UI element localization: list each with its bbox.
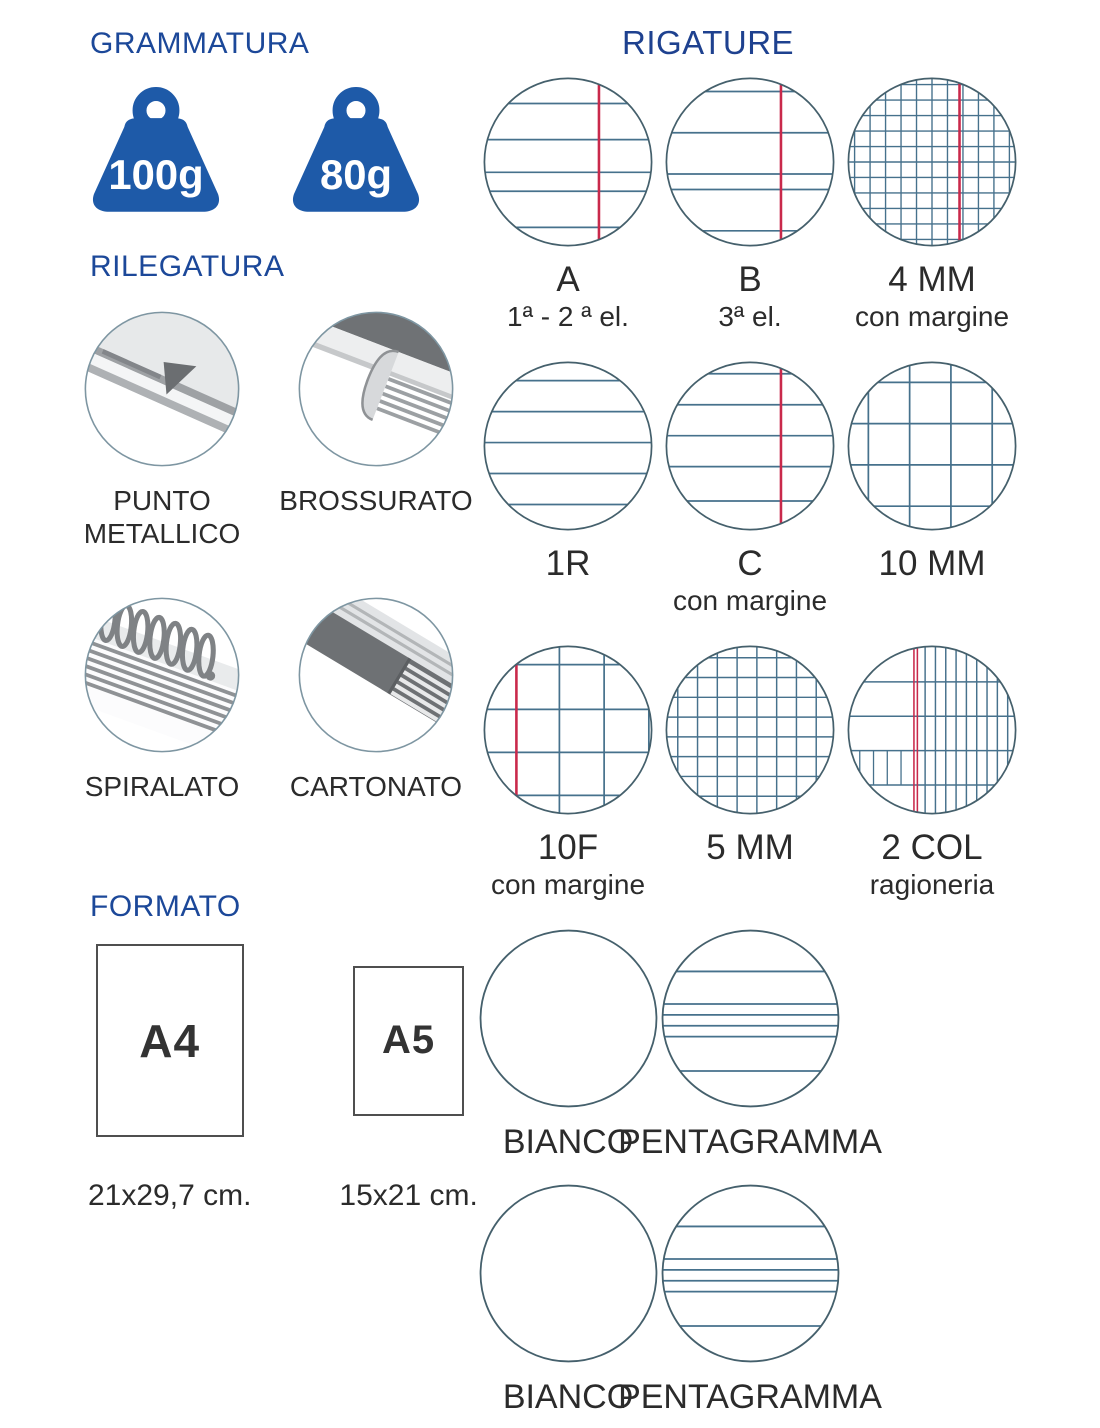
ruling-sublabel: ragioneria	[869, 869, 995, 900]
rigature-item	[618, 1183, 882, 1417]
ruling-sublabel: con margine	[672, 585, 828, 616]
ruling-circle-icon	[482, 644, 654, 816]
bindings-grid	[62, 310, 474, 803]
format-box-wrap	[353, 942, 464, 1139]
binding-label: PUNTO METALLICO	[83, 485, 241, 550]
ruling-label: BIANCO	[502, 1123, 634, 1161]
ruling-circle-icon	[846, 644, 1018, 816]
rigature-row	[477, 928, 882, 1162]
rigature-item	[477, 644, 659, 901]
ruling-label: 10 MM	[878, 544, 986, 583]
binding-label: SPIRALATO	[84, 771, 240, 803]
ruling-label: 1R	[545, 544, 591, 583]
ruling-circle-icon	[478, 1183, 659, 1364]
rigature-item	[841, 644, 1023, 901]
weights-row	[80, 84, 432, 218]
ruling-label: C	[737, 544, 763, 583]
paper-sheet-icon	[96, 944, 244, 1137]
formats-row	[88, 942, 478, 1213]
ruling-label: BIANCO	[502, 1378, 634, 1416]
ruling-sublabel: 3ª el.	[718, 301, 782, 332]
rigature-row	[477, 644, 1023, 901]
format-item	[339, 942, 477, 1213]
ruling-circle-icon	[478, 928, 659, 1109]
grammatura-section-title: GRAMMATURA	[90, 27, 310, 60]
binding-label: BROSSURATO	[279, 485, 473, 516]
weight-icon	[80, 84, 232, 218]
ruling-circle-icon	[482, 360, 654, 532]
ruling-label: B	[738, 260, 762, 299]
ruling-circle-icon	[664, 644, 836, 816]
ruling-label: A	[556, 260, 580, 299]
format-box-wrap	[96, 942, 244, 1139]
spiral-binding-icon	[83, 596, 241, 754]
rigature-item	[618, 928, 882, 1162]
ruling-circle-icon	[664, 76, 836, 248]
ruling-label: PENTAGRAMMA	[618, 1123, 882, 1161]
ruling-circle-icon	[846, 360, 1018, 532]
rigature-item	[841, 360, 1023, 617]
rilegatura-section-title: RILEGATURA	[90, 250, 285, 283]
ruling-label: 5 MM	[706, 828, 794, 867]
rigature-row	[477, 360, 1023, 617]
ruling-label: 4 MM	[888, 260, 976, 299]
binding-label: CARTONATO	[289, 771, 463, 803]
ruling-circle-icon	[846, 76, 1018, 248]
rigature-item	[477, 360, 659, 617]
paper-sheet-icon	[353, 966, 464, 1116]
rigature-item	[841, 76, 1023, 333]
hardcover-binding-icon	[297, 596, 455, 754]
binding-item	[62, 596, 262, 803]
weight-item	[280, 84, 432, 218]
format-size: 21x29,7 cm.	[88, 1179, 252, 1212]
ruling-label: PENTAGRAMMA	[618, 1378, 882, 1416]
rigature-item	[477, 76, 659, 333]
format-item	[88, 942, 251, 1213]
weight-icon	[280, 84, 432, 218]
weight-label: 100g	[108, 151, 204, 198]
format-label: A4	[139, 1014, 201, 1067]
ruling-circle-icon	[660, 1183, 841, 1364]
ruling-circle-icon	[664, 360, 836, 532]
binding-item	[276, 596, 476, 803]
binding-item	[62, 310, 262, 550]
rigature-row	[477, 1183, 882, 1417]
weight-item	[80, 84, 232, 218]
ruling-circle-icon	[660, 928, 841, 1109]
rigature-rows	[477, 0, 1037, 1428]
ruling-label: 2 COL	[881, 828, 983, 867]
ruling-sublabel: 1ª - 2 ª el.	[507, 301, 629, 332]
ruling-sublabel: con margine	[490, 869, 646, 900]
rigature-row	[477, 76, 1023, 333]
format-size: 15x21 cm.	[339, 1179, 478, 1212]
rigature-section-title: RIGATURE	[622, 24, 795, 61]
rigature-item	[659, 644, 841, 901]
formato-section-title: FORMATO	[90, 890, 241, 923]
rigature-item	[659, 76, 841, 333]
format-label: A5	[382, 1018, 436, 1062]
ruling-circle-icon	[482, 76, 654, 248]
ruling-label: 10F	[537, 828, 599, 867]
staple-binding-icon	[83, 310, 241, 468]
ruling-sublabel: con margine	[854, 301, 1010, 332]
binding-item	[276, 310, 476, 550]
weight-label: 80g	[319, 151, 393, 198]
rigature-item	[659, 360, 841, 617]
perfect-binding-icon	[297, 310, 455, 468]
